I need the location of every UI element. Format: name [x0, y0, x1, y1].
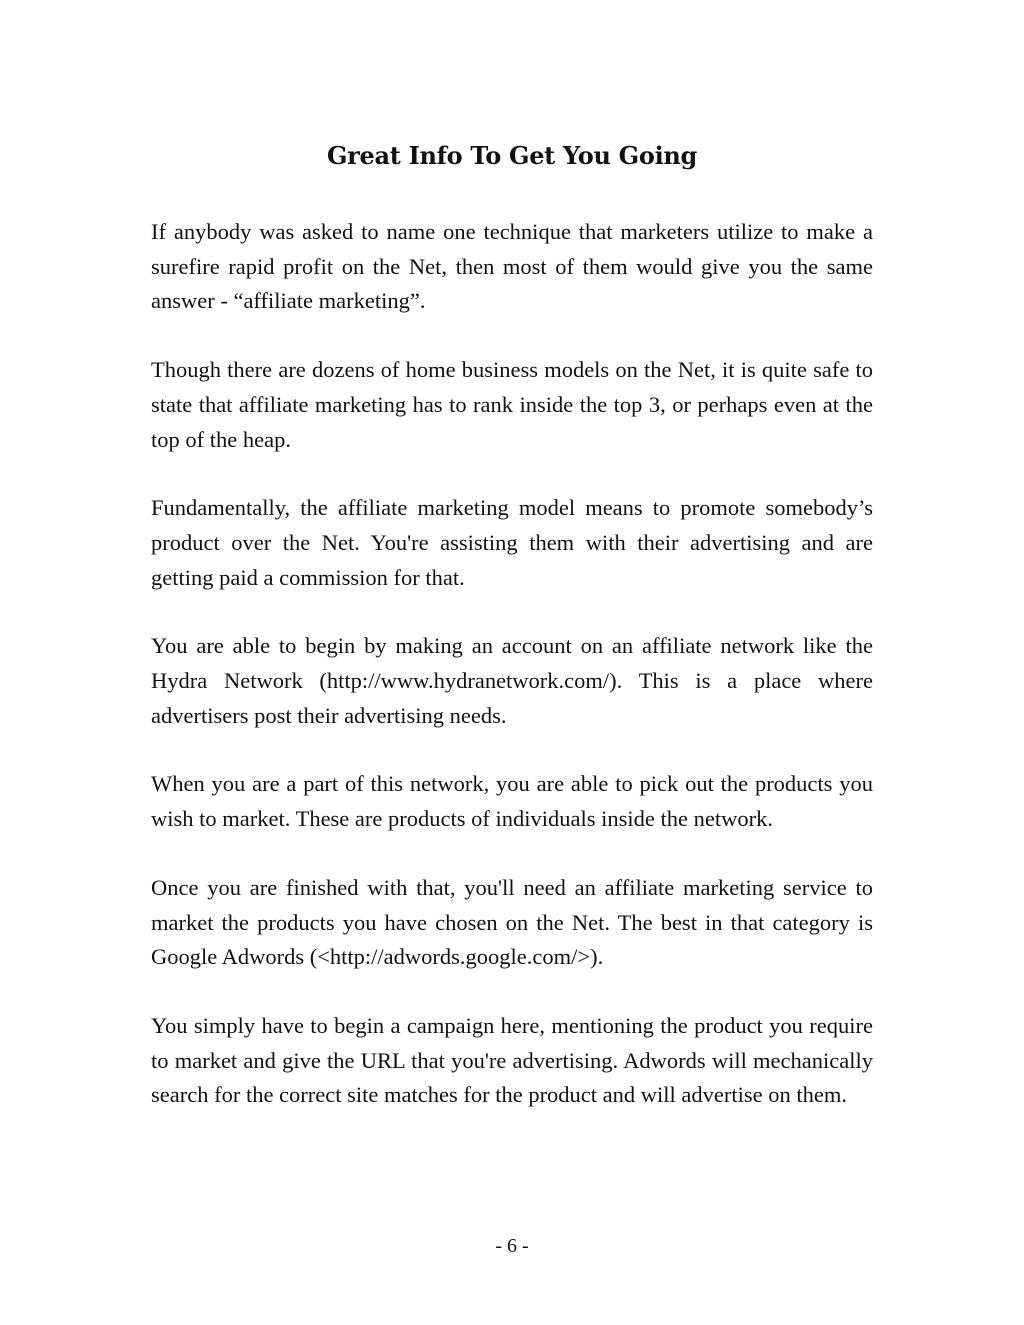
page-number: - 6 - [495, 1235, 529, 1257]
paragraph-5: When you are a part of this network, you are able to pick out the products you wish to market. These are products of individuals inside the network. [151, 771, 873, 832]
body-text [151, 215, 873, 1147]
paragraph-6: Once you are finished with that, you'll need an affiliate marketing service to market the products you have chosen on the Net. The best in that category is Google Adwords (<http://adwords.google.com/>). [151, 874, 873, 970]
paragraph-1: If anybody was asked to name one technique that marketers utilize to make a surefire rapid profit on the Net, then most of them would give you the same answer - “affiliate marketing”. [151, 219, 873, 314]
page-title: Great Info To Get You Going [326, 141, 698, 170]
paragraph-4: You are able to begin by making an account on an affiliate network like the Hydra Network (http://www.hydranetwork.com/). This is a place where advertisers post their advertising needs. [151, 633, 873, 728]
paragraph-7: You simply have to begin a campaign here, mentioning the product you require to market and give the URL that you're advertising. Adwords will mechanically search for the correct site matches for the product and will advertise on them. [151, 1012, 873, 1108]
paragraph-3: Fundamentally, the affiliate marketing model means to promote somebody’s product over the Net. You're assisting them with their advertising and are getting paid a commission for that. [151, 495, 873, 590]
paragraph-2: Though there are dozens of home business models on the Net, it is quite safe to state that affiliate marketing has to rank inside the top 3, or perhaps even at the top of the heap. [151, 357, 873, 452]
